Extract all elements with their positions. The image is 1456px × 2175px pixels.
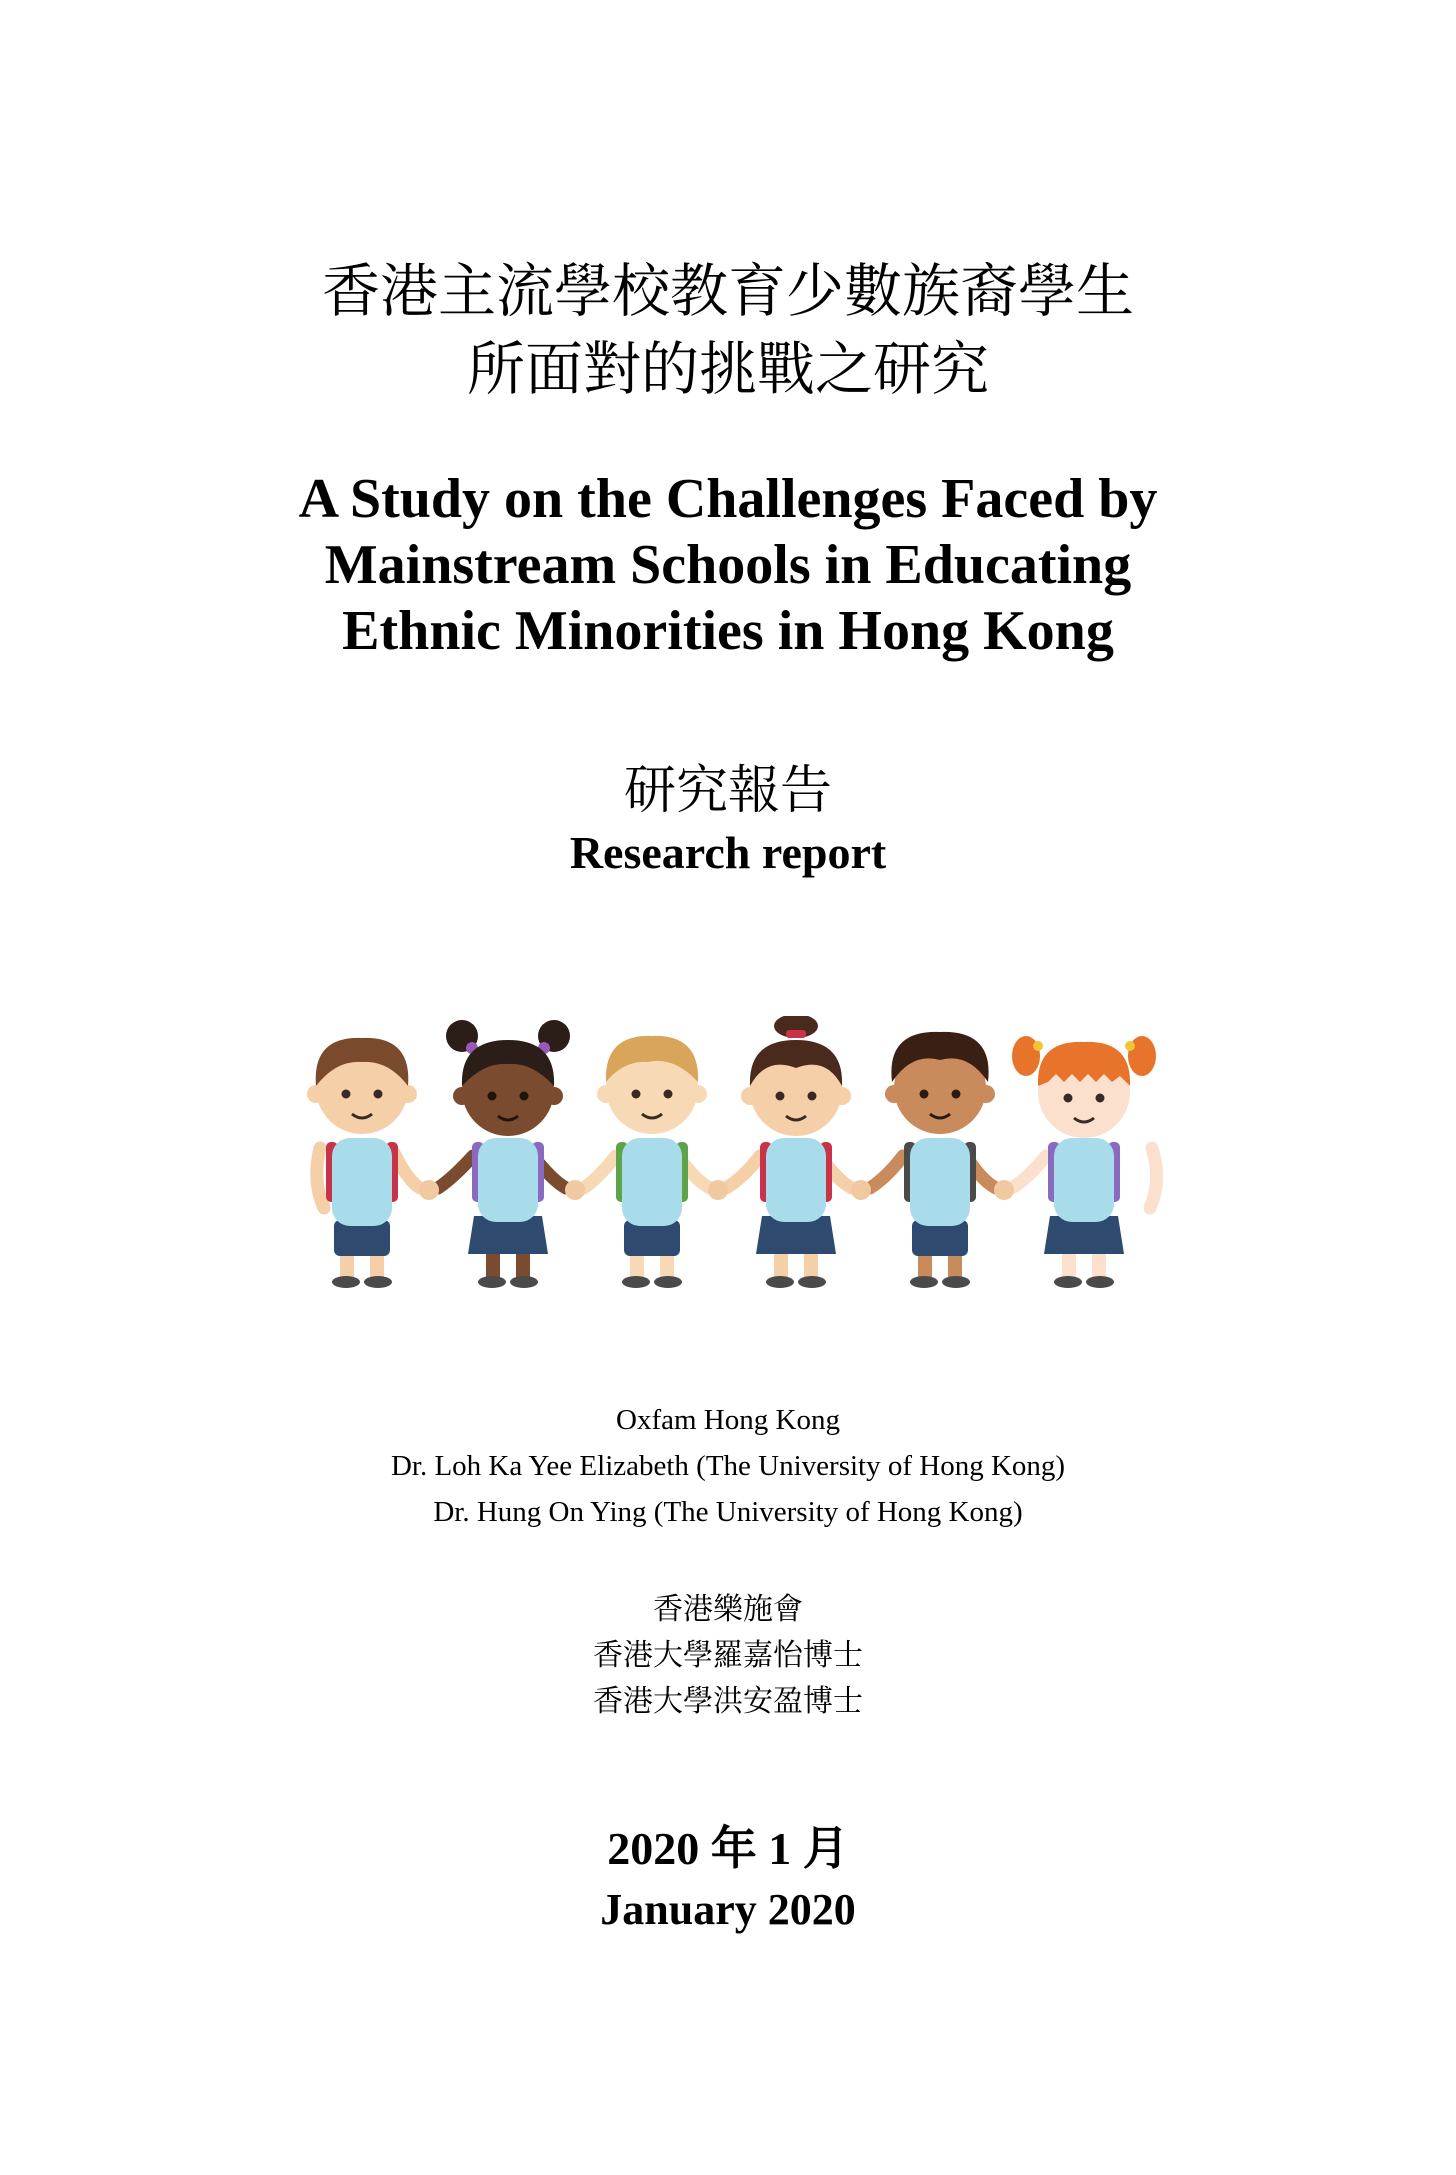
credit-zh-dr-hung: 香港大學洪安盈博士: [593, 1684, 863, 1719]
date-chinese: 2020 年 1 月: [607, 1823, 849, 1874]
date-english: January 2020: [600, 1885, 856, 1934]
english-subtitle: Research report: [569, 827, 887, 878]
credit-dr-loh: Dr. Loh Ka Yee Elizabeth (The University of Hong Kong): [390, 1450, 1066, 1482]
credit-dr-hung: Dr. Hung On Ying (The University of Hong Kong): [433, 1496, 1023, 1528]
english-title-line-3: Ethnic Minorities in Hong Kong: [342, 600, 1114, 662]
credit-zh-oxfam: 香港樂施會: [653, 1592, 803, 1627]
chinese-title-line-2: 所面對的挑戰之研究: [466, 335, 989, 403]
chinese-title-line-1: 香港主流學校教育少數族裔學生: [321, 257, 1134, 325]
credit-oxfam: Oxfam Hong Kong: [616, 1404, 840, 1436]
children-holding-hands-illustration: [298, 1016, 1178, 1288]
english-title-line-2: Mainstream Schools in Educating: [324, 534, 1132, 596]
english-title-line-1: A Study on the Challenges Faced by: [298, 468, 1158, 530]
chinese-subtitle: 研究報告: [623, 761, 832, 821]
credit-zh-dr-loh: 香港大學羅嘉怡博士: [593, 1638, 863, 1673]
